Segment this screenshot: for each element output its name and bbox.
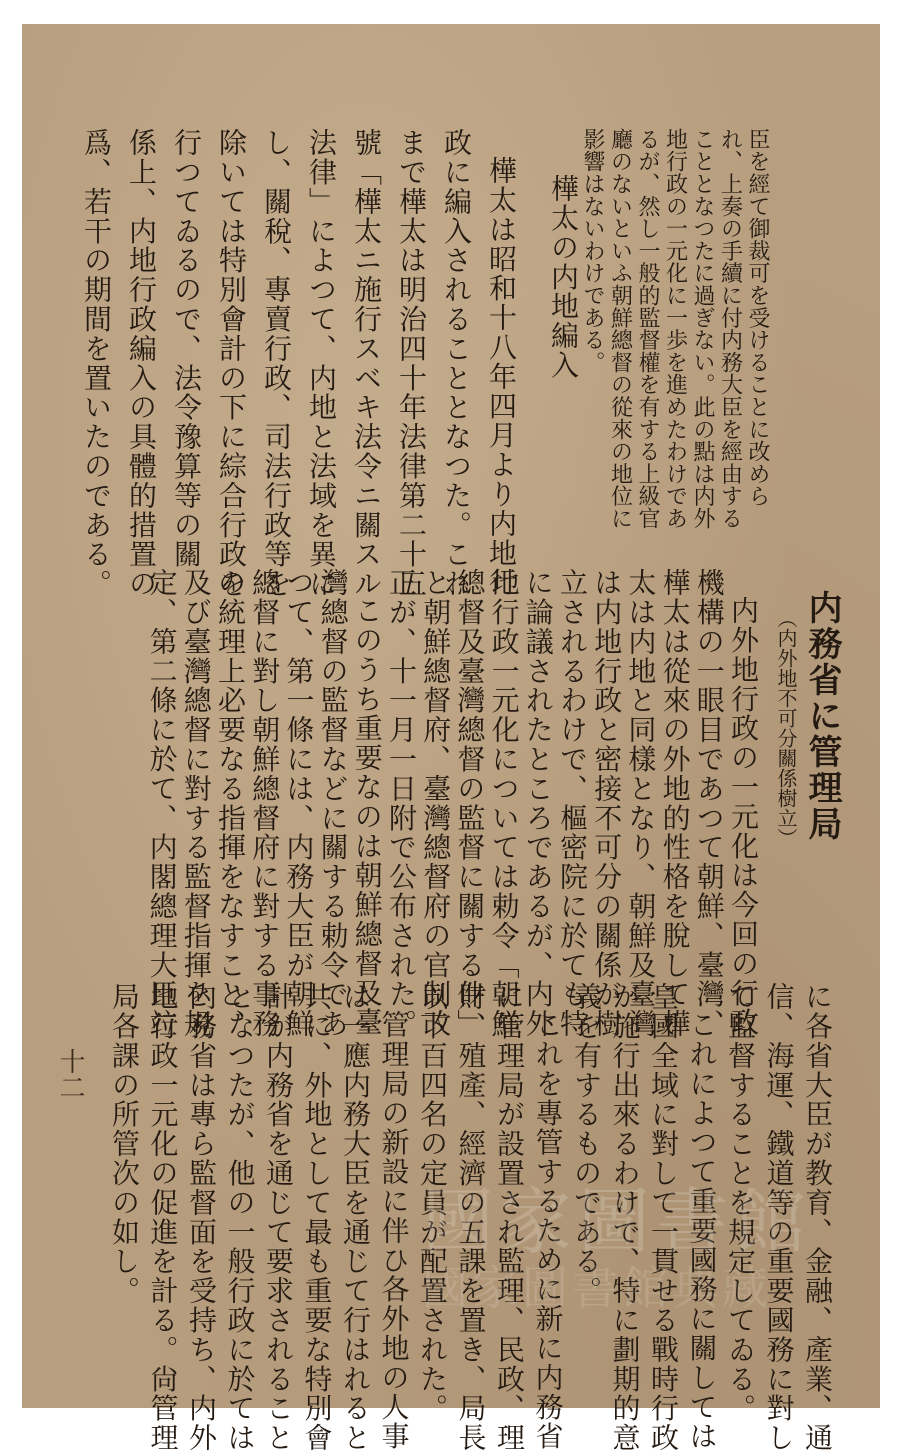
- text-line: 正が、十一月一日附で公布された。: [385, 568, 418, 1039]
- text-line: となつたが、他の一般行政に於ては: [223, 982, 257, 1452]
- text-line: 機構の一眼目であつて朝鮮、臺灣、: [692, 568, 726, 1039]
- text-line: これを專管するために新に内務省: [531, 1010, 565, 1451]
- text-line: こととなつたに過ぎない。此の點は内外: [690, 128, 715, 530]
- text-line: つて、第一條には、内務大臣が朝鮮: [282, 568, 316, 1039]
- library-watermark-subtitle: 國家圖書館典藏: [422, 1261, 772, 1315]
- section-title: 樺太の内地編入: [547, 174, 580, 380]
- text-line: 除いては特別會計の下に綜合行政を: [215, 128, 248, 599]
- page-number: 十二: [55, 1048, 85, 1100]
- text-line: に論議されたところであるが、内外: [521, 568, 555, 1039]
- text-line: 地行政の一元化に一歩を進めたわけであ: [662, 128, 688, 530]
- text-line: 定、第二條に於て、内閣總理大臣竝: [145, 568, 179, 1039]
- text-line: 局各課の所管次の如し。: [108, 982, 141, 1306]
- text-line: の統理上必要なる指揮をなすこと、: [214, 568, 247, 1039]
- text-line: れ、上奏の手續に付内務大臣を經由する: [717, 128, 743, 530]
- text-line: るが、然し一般的監督權を有する上級官: [635, 128, 660, 530]
- text-line: 信、海運、鐵道等の重要國務に對し: [762, 982, 796, 1452]
- text-line: し、關稅、專賣行政、司法行政等を: [260, 128, 293, 599]
- text-line: 以下百四名の定員が配置された。: [416, 982, 449, 1423]
- text-line: 及び臺灣總督に對する監督指揮を規: [179, 568, 213, 1039]
- text-line: 影響はないわけである。: [580, 128, 605, 374]
- text-line: 管理局の新設に伴ひ各外地の人事: [377, 1010, 411, 1451]
- text-line: 政に編入されることとなつた。これ: [440, 128, 473, 599]
- text-line: 總督に對し朝鮮總督府に對する事務: [248, 568, 282, 1039]
- text-line: は内地行政と密接不可分の關係が樹: [590, 568, 624, 1039]
- text-line: 計が内務省を通じて要求されること: [262, 982, 295, 1452]
- text-line: 臣を經て御裁可を受けることに改めら: [745, 128, 770, 508]
- section-heading: 内務省に管理局: [802, 590, 842, 842]
- text-line: 内外地行政の一元化は今回の行政: [727, 596, 760, 1037]
- text-line: は一應内務大臣を通じて行はれると: [339, 982, 372, 1452]
- text-line: 係上、内地行政編入の具體的措置の: [125, 128, 158, 599]
- text-line: 灣總督の監督などに關する勅令であ: [316, 568, 350, 1039]
- text-line: 太は内地と同樣となり、朝鮮及臺灣: [624, 568, 658, 1039]
- library-watermark: 國家圖書館: [422, 1180, 813, 1264]
- text-line: 樺太は昭和十八年四月より内地行: [485, 156, 518, 597]
- text-line: に各省大臣が教育、金融、產業、通: [801, 982, 834, 1452]
- text-line: 地行政一元化については勅令「朝鮮: [487, 568, 521, 1039]
- text-line: 地行政一元化の促進を計る。尙管理: [146, 982, 180, 1452]
- text-line: これによつて重要國務に關しては: [685, 1010, 719, 1451]
- text-line: 樺太は從來の外地的性格を脫して樺: [658, 568, 692, 1039]
- text-line: まで樺太は明治四十年法律第二十五: [395, 128, 428, 599]
- text-line: 義を有するものである。: [570, 982, 603, 1306]
- scanned-page: [22, 24, 880, 1452]
- text-line: 廳のないといふ朝鮮總督の從來の地位に: [607, 128, 633, 530]
- text-line: が施行出來るわけで、特に劃期的意: [608, 982, 642, 1452]
- text-line: 爲、若干の期間を置いたのである。: [80, 128, 113, 599]
- text-line: て監督することを規定してゐる。: [724, 982, 757, 1423]
- text-line: 行つてゐるので、法令豫算等の關: [170, 128, 203, 569]
- text-line: 内務省は專ら監督面を受持ち、内外: [185, 982, 218, 1452]
- text-line: と朝鮮總督府、臺灣總督府の官制改: [419, 568, 453, 1039]
- text-line: 皇國全域に對して一貫せる戰時行政: [647, 982, 680, 1452]
- text-line: 法律」によつて、内地と法域を異に: [305, 128, 338, 599]
- text-line: 立されるわけで、樞密院に於ても特: [556, 568, 589, 1039]
- section-subheading: （内外地不可分關係樹立）: [774, 608, 798, 848]
- text-line: 共に、外地として最も重要な特別會: [300, 982, 334, 1452]
- text-line: 總督及臺灣總督の監督に關する件」: [453, 568, 487, 1039]
- text-line: 號「樺太ニ施行スベキ法令ニ關スル: [350, 128, 383, 599]
- text-line: このうち重要なのは朝鮮總督及臺: [350, 596, 384, 1037]
- text-line: に管理局が設置され監理、民政、理: [493, 982, 526, 1452]
- text-line: 財、殖產、經濟の五課を置き、局長: [454, 982, 488, 1452]
